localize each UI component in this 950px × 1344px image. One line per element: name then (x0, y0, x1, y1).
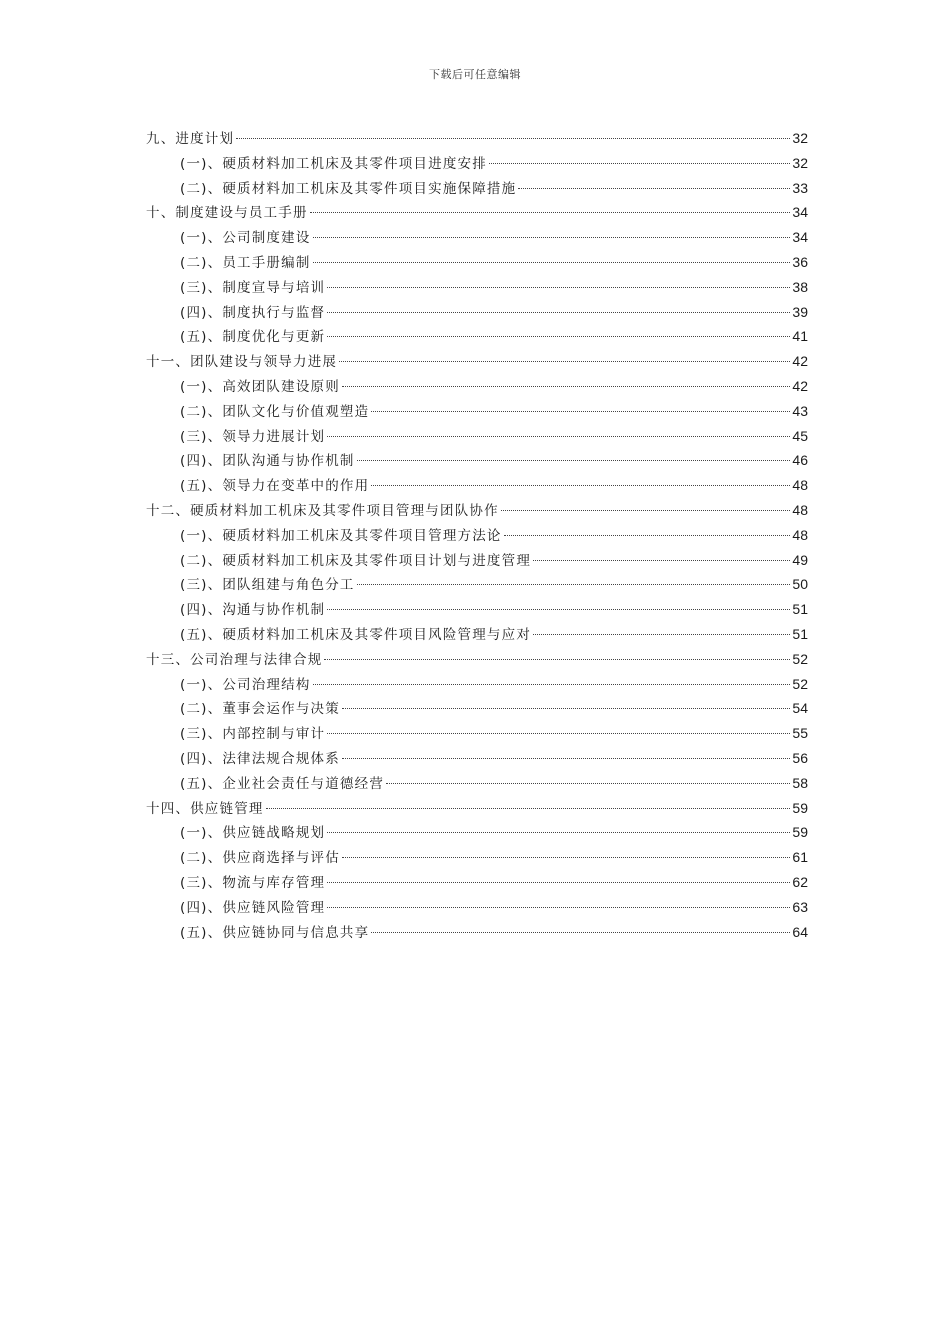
toc-section-entry[interactable] (146, 721, 808, 746)
toc-entry-label: (四)、法律法规合规体系 (180, 750, 340, 767)
toc-dot-leader (342, 857, 790, 858)
toc-entry-label: (三)、物流与库存管理 (180, 874, 326, 891)
toc-entry-label: 十、制度建设与员工手册 (146, 205, 308, 222)
toc-entry-label: 十一、团队建设与领导力进展 (146, 354, 338, 371)
toc-entry-label: (三)、领导力进展计划 (180, 428, 326, 445)
toc-dot-leader (327, 882, 790, 883)
toc-section-entry[interactable] (146, 151, 808, 176)
toc-entry-label: (四)、供应链风险管理 (180, 899, 326, 916)
toc-section-entry[interactable] (146, 771, 808, 796)
toc-section-entry[interactable] (146, 622, 808, 647)
toc-section-entry[interactable] (146, 895, 808, 920)
toc-section-entry[interactable] (146, 548, 808, 573)
toc-dot-leader (371, 411, 790, 412)
toc-page-number: 48 (792, 501, 808, 518)
toc-dot-leader (371, 485, 790, 486)
toc-section-entry[interactable] (146, 870, 808, 895)
toc-chapter-entry[interactable] (146, 498, 808, 523)
toc-entry-label: (一)、硬质材料加工机床及其零件项目管理方法论 (180, 527, 502, 544)
toc-entry-label: (三)、团队组建与角色分工 (180, 577, 355, 594)
toc-dot-leader (313, 262, 791, 263)
toc-page-number: 54 (792, 700, 808, 717)
toc-page-number: 64 (792, 923, 808, 940)
toc-section-entry[interactable] (146, 523, 808, 548)
toc-dot-leader (386, 783, 790, 784)
toc-dot-leader (489, 163, 790, 164)
toc-dot-leader (371, 932, 790, 933)
toc-section-entry[interactable] (146, 399, 808, 424)
toc-dot-leader (310, 212, 791, 213)
toc-page-number: 50 (792, 576, 808, 593)
toc-entry-label: (一)、供应链战略规划 (180, 825, 326, 842)
toc-section-entry[interactable] (146, 473, 808, 498)
toc-entry-label: 十二、硬质材料加工机床及其零件项目管理与团队协作 (146, 502, 499, 519)
toc-section-entry[interactable] (146, 820, 808, 845)
toc-entry-label: (二)、员工手册编制 (180, 254, 311, 271)
page-header: 下载后可任意编辑 (429, 68, 521, 81)
toc-section-entry[interactable] (146, 176, 808, 201)
toc-dot-leader (342, 758, 790, 759)
toc-entry-label: (四)、沟通与协作机制 (180, 602, 326, 619)
toc-entry-label: (三)、内部控制与审计 (180, 726, 326, 743)
toc-dot-leader (533, 634, 790, 635)
toc-section-entry[interactable] (146, 572, 808, 597)
toc-dot-leader (327, 436, 790, 437)
toc-page-number: 48 (792, 477, 808, 494)
toc-dot-leader (342, 386, 790, 387)
toc-page-number: 43 (792, 402, 808, 419)
toc-page-number: 48 (792, 526, 808, 543)
toc-section-entry[interactable] (146, 250, 808, 275)
toc-section-entry[interactable] (146, 746, 808, 771)
toc-entry-label: (二)、供应商选择与评估 (180, 850, 340, 867)
toc-section-entry[interactable] (146, 275, 808, 300)
toc-chapter-entry[interactable] (146, 126, 808, 151)
toc-entry-label: (二)、董事会运作与决策 (180, 701, 340, 718)
toc-section-entry[interactable] (146, 374, 808, 399)
toc-page-number: 63 (792, 898, 808, 915)
toc-page-number: 59 (792, 799, 808, 816)
toc-dot-leader (236, 138, 790, 139)
table-of-contents (146, 126, 808, 944)
toc-dot-leader (327, 609, 790, 610)
toc-page-number: 36 (792, 253, 808, 270)
toc-dot-leader (357, 460, 791, 461)
toc-entry-label: (五)、企业社会责任与道德经营 (180, 775, 385, 792)
toc-dot-leader (327, 336, 790, 337)
toc-page-number: 55 (792, 725, 808, 742)
toc-dot-leader (266, 808, 791, 809)
toc-entry-label: (三)、制度宣导与培训 (180, 279, 326, 296)
toc-entry-label: (四)、团队沟通与协作机制 (180, 453, 355, 470)
toc-page-number: 51 (792, 625, 808, 642)
toc-entry-label: (一)、硬质材料加工机床及其零件项目进度安排 (180, 155, 487, 172)
toc-dot-leader (327, 733, 790, 734)
toc-page-number: 42 (792, 353, 808, 370)
toc-page-number: 41 (792, 328, 808, 345)
toc-section-entry[interactable] (146, 696, 808, 721)
toc-page-number: 56 (792, 749, 808, 766)
toc-chapter-entry[interactable] (146, 647, 808, 672)
toc-entry-label: 十三、公司治理与法律合规 (146, 651, 323, 668)
toc-dot-leader (327, 287, 790, 288)
toc-entry-label: (一)、公司制度建设 (180, 230, 311, 247)
toc-page-number: 46 (792, 452, 808, 469)
toc-entry-label: 十四、供应链管理 (146, 800, 264, 817)
toc-entry-label: (四)、制度执行与监督 (180, 304, 326, 321)
toc-page-number: 51 (792, 601, 808, 618)
toc-chapter-entry[interactable] (146, 200, 808, 225)
toc-entry-label: (一)、高效团队建设原则 (180, 378, 340, 395)
toc-entry-label: (五)、制度优化与更新 (180, 329, 326, 346)
toc-dot-leader (327, 312, 790, 313)
toc-dot-leader (533, 560, 790, 561)
toc-dot-leader (327, 832, 790, 833)
toc-entry-label: (五)、供应链协同与信息共享 (180, 924, 370, 941)
toc-entry-label: (一)、公司治理结构 (180, 676, 311, 693)
toc-section-entry[interactable] (146, 448, 808, 473)
toc-page-number: 52 (792, 650, 808, 667)
toc-page-number: 42 (792, 377, 808, 394)
toc-entry-label: (五)、硬质材料加工机床及其零件项目风险管理与应对 (180, 626, 532, 643)
toc-dot-leader (313, 237, 791, 238)
toc-page-number: 34 (792, 204, 808, 221)
toc-dot-leader (501, 510, 791, 511)
toc-dot-leader (518, 188, 790, 189)
toc-page-number: 45 (792, 427, 808, 444)
toc-chapter-entry[interactable] (146, 796, 808, 821)
toc-page-number: 59 (792, 824, 808, 841)
toc-entry-label: (二)、硬质材料加工机床及其零件项目实施保障措施 (180, 180, 517, 197)
toc-page-number: 39 (792, 303, 808, 320)
toc-dot-leader (339, 361, 790, 362)
toc-dot-leader (504, 535, 791, 536)
toc-dot-leader (313, 684, 791, 685)
toc-entry-label: (二)、团队文化与价值观塑造 (180, 403, 370, 420)
toc-page-number: 58 (792, 774, 808, 791)
toc-page-number: 52 (792, 675, 808, 692)
toc-page-number: 49 (792, 551, 808, 568)
toc-dot-leader (327, 907, 790, 908)
toc-page-number: 38 (792, 278, 808, 295)
toc-entry-label: (五)、领导力在变革中的作用 (180, 478, 370, 495)
toc-section-entry[interactable] (146, 672, 808, 697)
toc-page-number: 32 (792, 154, 808, 171)
toc-dot-leader (357, 584, 791, 585)
toc-chapter-entry[interactable] (146, 349, 808, 374)
toc-section-entry[interactable] (146, 324, 808, 349)
toc-section-entry[interactable] (146, 597, 808, 622)
toc-dot-leader (342, 708, 790, 709)
toc-entry-label: (二)、硬质材料加工机床及其零件项目计划与进度管理 (180, 552, 532, 569)
toc-section-entry[interactable] (146, 424, 808, 449)
toc-section-entry[interactable] (146, 845, 808, 870)
toc-page-number: 34 (792, 229, 808, 246)
toc-section-entry[interactable] (146, 920, 808, 945)
toc-entry-label: 九、进度计划 (146, 131, 235, 147)
toc-dot-leader (324, 659, 790, 660)
toc-page-number: 62 (792, 873, 808, 890)
toc-page-number: 33 (792, 179, 808, 196)
toc-page-number: 32 (792, 130, 808, 146)
toc-page-number: 61 (792, 849, 808, 866)
toc-section-entry[interactable] (146, 300, 808, 325)
toc-section-entry[interactable] (146, 225, 808, 250)
